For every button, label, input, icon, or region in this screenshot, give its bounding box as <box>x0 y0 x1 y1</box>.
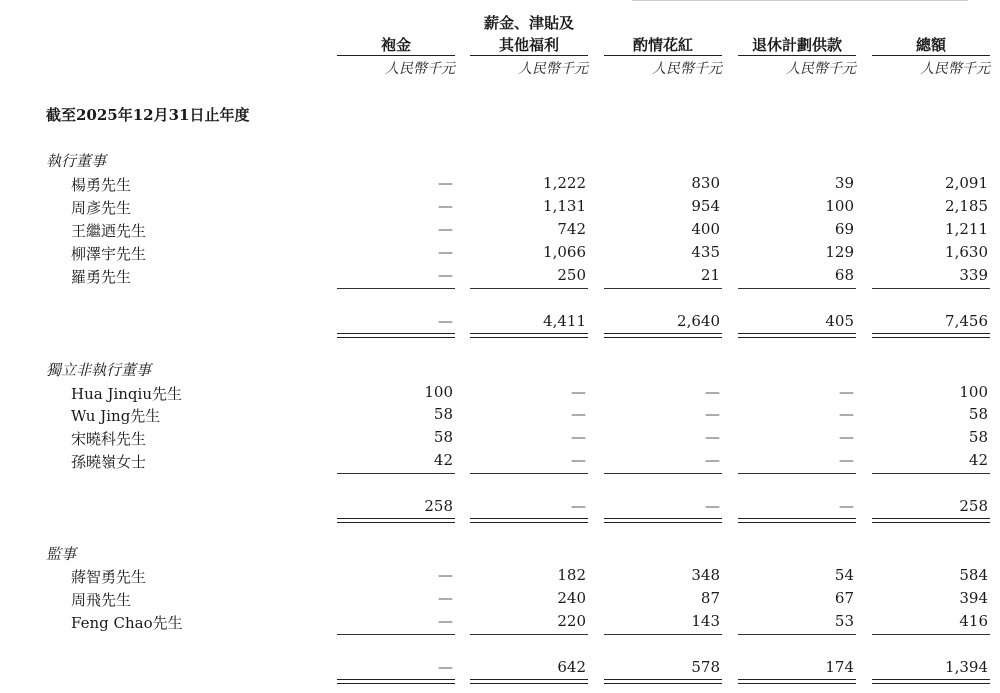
subtotal-rule <box>470 634 588 635</box>
cell-salaries: — <box>571 405 586 423</box>
cell-salaries: 742 <box>557 220 586 238</box>
double-rule <box>604 518 722 523</box>
cell-fees: — <box>438 612 453 630</box>
cell-bonus: — <box>705 383 720 401</box>
cell-bonus: — <box>705 405 720 423</box>
header-underline <box>738 55 856 56</box>
subtotal-rule <box>470 288 588 289</box>
cell-retirement: 67 <box>834 589 854 607</box>
cell-bonus: 87 <box>700 589 720 607</box>
cell-bonus: 21 <box>700 266 720 284</box>
subtotal-rule <box>872 288 990 289</box>
header-underline <box>604 55 722 56</box>
double-rule <box>872 518 990 523</box>
period-label: 截至2025年12月31日止年度 <box>46 106 250 124</box>
cell-salaries: 250 <box>557 266 586 284</box>
subtotal-rule <box>604 634 722 635</box>
total-salaries: 642 <box>557 658 586 676</box>
cell-total: 416 <box>959 612 988 630</box>
total-fees: — <box>438 658 453 676</box>
cell-total: 1,211 <box>945 220 988 238</box>
cell-total: 100 <box>959 383 988 401</box>
total-fees: — <box>438 312 453 330</box>
double-rule <box>872 679 990 684</box>
double-rule <box>738 333 856 338</box>
cell-retirement: 39 <box>834 174 854 192</box>
col-header-total: 總額 <box>915 36 946 54</box>
double-rule <box>738 679 856 684</box>
total-retirement: 405 <box>825 312 854 330</box>
cell-bonus: 348 <box>691 566 720 584</box>
col-header-fees: 袍金 <box>380 36 411 54</box>
cell-salaries: 1,222 <box>543 174 586 192</box>
section-title-supervisors: 監事 <box>46 545 77 563</box>
col-header-bonus: 酌情花紅 <box>632 36 693 54</box>
header-underline <box>337 55 455 56</box>
cell-salaries: — <box>571 451 586 469</box>
double-rule <box>337 518 455 523</box>
row-name: Feng Chao先生 <box>71 614 183 632</box>
cell-fees: 42 <box>433 451 453 469</box>
row-name: 王繼迺先生 <box>71 222 147 240</box>
cell-total: 584 <box>959 566 988 584</box>
cell-fees: 100 <box>424 383 453 401</box>
cell-total: 58 <box>968 405 988 423</box>
cell-bonus: 435 <box>691 243 720 261</box>
total-salaries: — <box>571 497 586 515</box>
double-rule <box>604 333 722 338</box>
subtotal-rule <box>604 473 722 474</box>
cell-total: 339 <box>959 266 988 284</box>
cell-fees: — <box>438 174 453 192</box>
section-title-executive: 執行董事 <box>46 152 107 170</box>
total-total: 1,394 <box>945 658 988 676</box>
total-salaries: 4,411 <box>543 312 586 330</box>
cell-salaries: 240 <box>557 589 586 607</box>
unit-label: 人民幣千元 <box>786 61 856 77</box>
unit-label: 人民幣千元 <box>652 61 722 77</box>
cell-total: 394 <box>959 589 988 607</box>
double-rule <box>337 333 455 338</box>
cell-bonus: 143 <box>691 612 720 630</box>
total-bonus: 578 <box>691 658 720 676</box>
cell-salaries: — <box>571 428 586 446</box>
cell-retirement: 100 <box>825 197 854 215</box>
cell-salaries: — <box>571 383 586 401</box>
cell-retirement: — <box>839 451 854 469</box>
subtotal-rule <box>872 634 990 635</box>
subtotal-rule <box>738 288 856 289</box>
unit-label: 人民幣千元 <box>920 61 990 77</box>
double-rule <box>738 518 856 523</box>
subtotal-rule <box>337 473 455 474</box>
cell-bonus: 954 <box>691 197 720 215</box>
unit-label: 人民幣千元 <box>385 61 455 77</box>
cell-bonus: 830 <box>691 174 720 192</box>
subtotal-rule <box>738 473 856 474</box>
double-rule <box>470 333 588 338</box>
subtotal-rule <box>337 288 455 289</box>
total-total: 7,456 <box>945 312 988 330</box>
cell-bonus: 400 <box>691 220 720 238</box>
row-name: 周彥先生 <box>71 199 132 217</box>
header-underline <box>872 55 990 56</box>
cell-retirement: 69 <box>834 220 854 238</box>
cell-fees: 58 <box>433 405 453 423</box>
col-header-salaries-line2: 其他福利 <box>498 36 559 54</box>
row-name: 孫曉嶺女士 <box>71 453 147 471</box>
top-edge-line <box>632 0 968 1</box>
double-rule <box>872 333 990 338</box>
cell-retirement: — <box>839 405 854 423</box>
row-name: Hua Jinqiu先生 <box>71 385 182 403</box>
subtotal-rule <box>470 473 588 474</box>
cell-bonus: — <box>705 451 720 469</box>
row-name: 柳澤宇先生 <box>71 245 147 263</box>
cell-retirement: 53 <box>834 612 854 630</box>
double-rule <box>470 518 588 523</box>
cell-salaries: 1,131 <box>543 197 586 215</box>
row-name: Wu Jing先生 <box>71 407 161 425</box>
cell-fees: 58 <box>433 428 453 446</box>
cell-retirement: 68 <box>834 266 854 284</box>
double-rule <box>337 679 455 684</box>
cell-retirement: 54 <box>834 566 854 584</box>
unit-label: 人民幣千元 <box>518 61 588 77</box>
header-underline <box>470 55 588 56</box>
total-bonus: — <box>705 497 720 515</box>
row-name: 楊勇先生 <box>71 176 132 194</box>
cell-fees: — <box>438 266 453 284</box>
cell-total: 2,185 <box>945 197 988 215</box>
total-retirement: 174 <box>825 658 854 676</box>
row-name: 周飛先生 <box>71 591 132 609</box>
cell-retirement: 129 <box>825 243 854 261</box>
cell-retirement: — <box>839 383 854 401</box>
col-header-retirement: 退休計劃供款 <box>751 36 842 54</box>
cell-bonus: — <box>705 428 720 446</box>
cell-total: 1,630 <box>945 243 988 261</box>
cell-total: 42 <box>968 451 988 469</box>
double-rule <box>604 679 722 684</box>
subtotal-rule <box>738 634 856 635</box>
row-name: 蔣智勇先生 <box>71 568 147 586</box>
cell-salaries: 182 <box>557 566 586 584</box>
double-rule <box>470 679 588 684</box>
cell-total: 58 <box>968 428 988 446</box>
subtotal-rule <box>337 634 455 635</box>
cell-fees: — <box>438 197 453 215</box>
col-header-salaries-line1: 薪金、津貼及 <box>483 14 574 32</box>
cell-total: 2,091 <box>945 174 988 192</box>
row-name: 宋曉科先生 <box>71 430 147 448</box>
subtotal-rule <box>604 288 722 289</box>
cell-salaries: 220 <box>557 612 586 630</box>
cell-fees: — <box>438 566 453 584</box>
cell-retirement: — <box>839 428 854 446</box>
section-title-independent: 獨立非執行董事 <box>46 361 152 379</box>
cell-fees: — <box>438 589 453 607</box>
total-retirement: — <box>839 497 854 515</box>
total-fees: 258 <box>424 497 453 515</box>
cell-salaries: 1,066 <box>543 243 586 261</box>
subtotal-rule <box>872 473 990 474</box>
total-bonus: 2,640 <box>677 312 720 330</box>
cell-fees: — <box>438 220 453 238</box>
total-total: 258 <box>959 497 988 515</box>
row-name: 羅勇先生 <box>71 268 132 286</box>
cell-fees: — <box>438 243 453 261</box>
